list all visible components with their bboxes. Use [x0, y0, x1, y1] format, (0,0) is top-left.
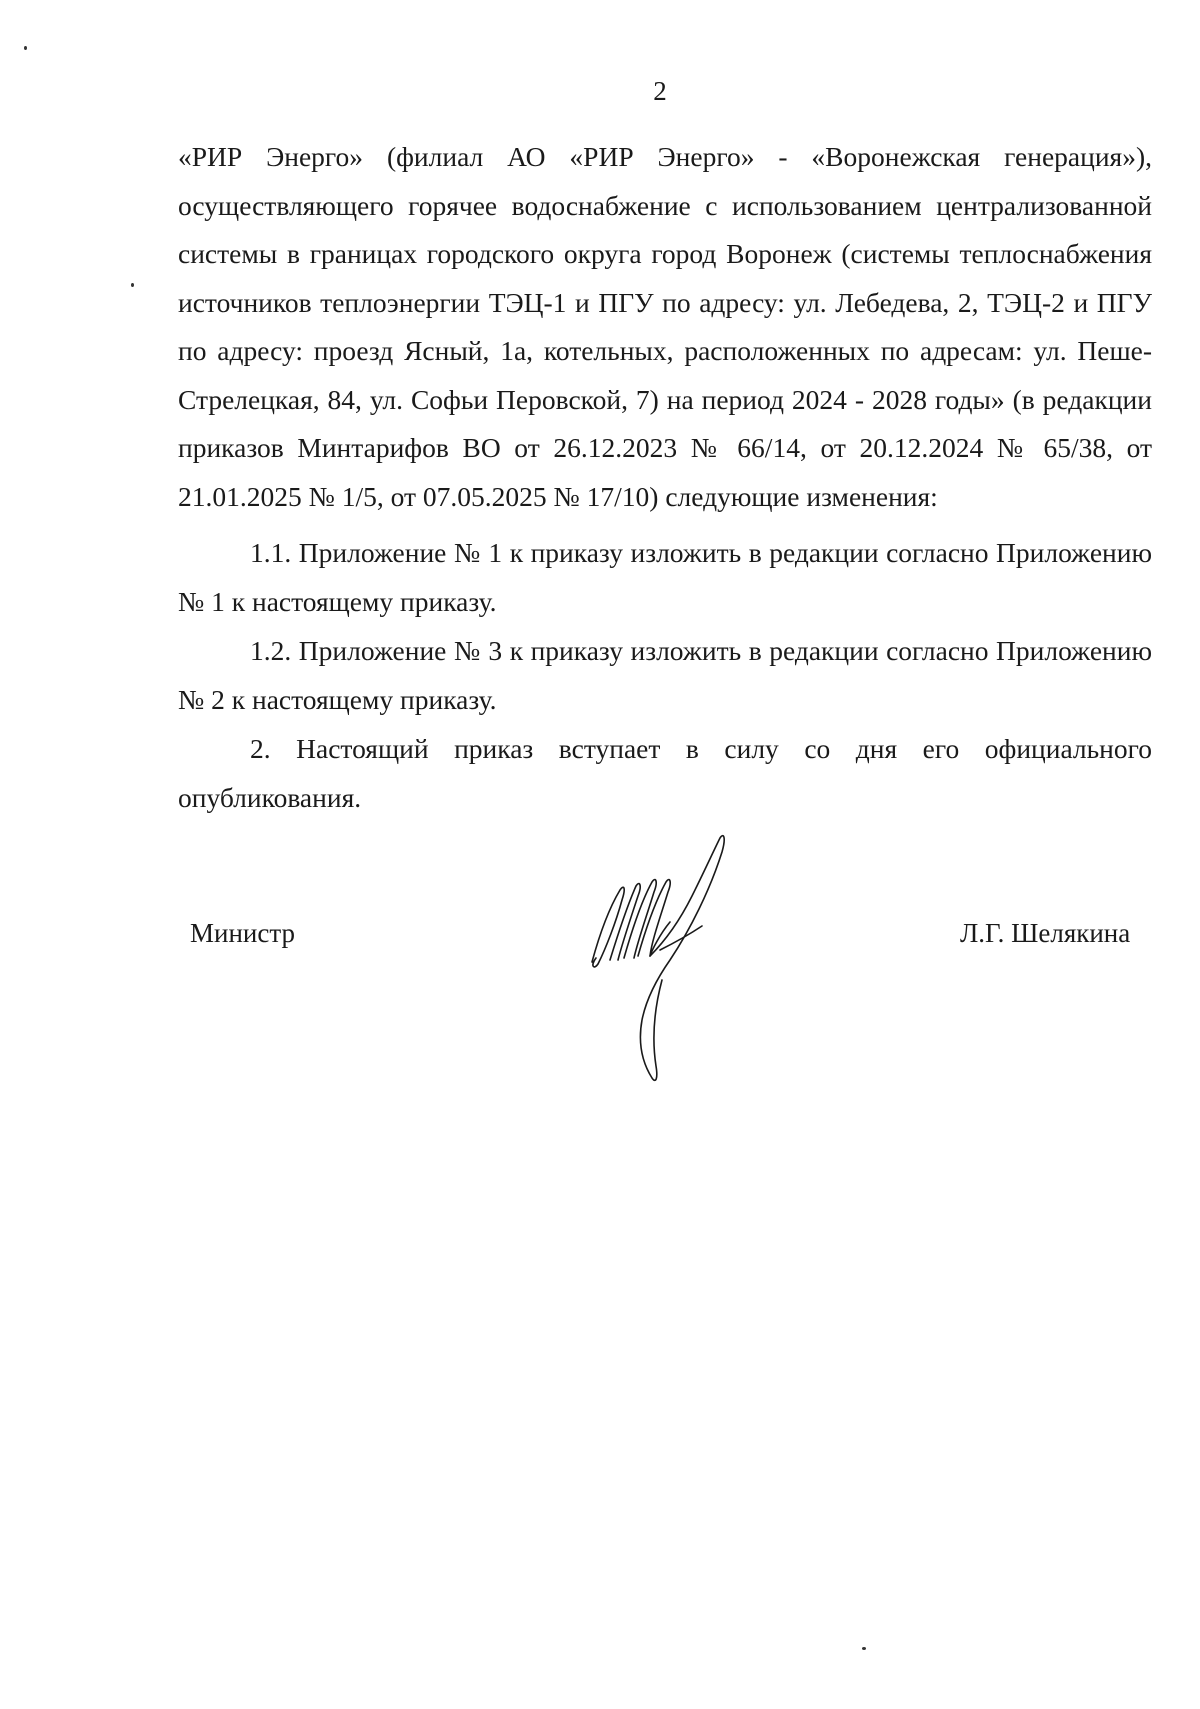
main-paragraph: «РИР Энерго» (филиал АО «РИР Энерго» - «Воронежская генерация»), осуществляющего горячее водоснабжение с использованием централизованной системы в границах городского округа город Воронеж (системы теплоснабжения источников теплоэнергии ТЭЦ-1 и ПГУ по адресу: ул. Лебедева, 2, ТЭЦ-2 и ПГУ по адресу: проезд Ясный, 1а, котельных, расположенных по адресам: ул. Пеше-Стрелецкая, 84, ул. Софьи Перовской, 7) на период 2024 - 2028 годы» (в редакции приказов Минтарифов ВО от 26.12.2023 № 66/14, от 20.12.2024 № 65/38, от 21.01.2025 № 1/5, от 07.05.2025 № 17/10) следующие изменения: — [178, 141, 1152, 512]
scan-speck — [131, 283, 134, 287]
signer-title: Министр — [190, 918, 295, 948]
item-1-1-paragraph: 1.1. Приложение № 1 к приказу изложить в редакции согласно Приложению № 1 к настоящему приказу. — [178, 537, 1152, 617]
signer-name: Л.Г. Шелякина — [960, 918, 1131, 948]
item-2-paragraph: 2. Настоящий приказ вступает в силу со дня его официального опубликования. — [178, 733, 1152, 813]
scan-speck — [862, 1647, 866, 1650]
handwritten-signature — [580, 830, 760, 1090]
item-1-2-paragraph: 1.2. Приложение № 3 к приказу изложить в редакции согласно Приложению № 2 к настоящему приказу. — [178, 635, 1152, 715]
page-number: 2 — [653, 76, 667, 106]
scan-speck — [24, 46, 27, 50]
